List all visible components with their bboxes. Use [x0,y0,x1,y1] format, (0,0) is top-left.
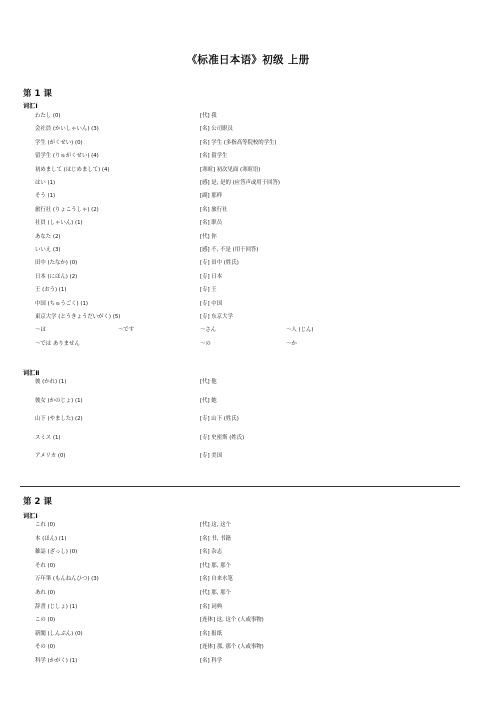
vocab-word-extra: ～です [118,327,135,334]
vocab-word: そう (1) [35,193,56,200]
vocab-row [0,434,496,443]
vocab-row [0,643,496,652]
vocab-meaning: [代] 你 [200,233,217,240]
vocab-word: 東京大学 (とうきょうだいがく) (5) [35,314,121,320]
vocab-meaning: ～さん [200,327,217,334]
vocab-row [0,575,496,584]
vocab-word: 雑誌 (ざっし) (0) [35,549,78,556]
vocab-word: ～では ありません [35,340,80,347]
vocab-word: 日本 (にほん) (2) [35,273,78,280]
vocab-row [0,152,496,161]
lesson-1-heading: 第 1 课 [23,89,52,99]
vocab-word: いいえ (3) [35,247,61,253]
vocab-word: 科学 (かがく) (1) [35,658,78,664]
vocab-word: わたし (0) [35,113,61,119]
vocab-meaning: [专] 王 [200,287,217,294]
vocab-word: 学生 (がくせい) (0) [35,139,83,146]
vocab-word: 中国 (ちゅうごく) (1) [35,300,89,307]
vocab-row [0,273,496,282]
vocab-word: 旅行社 (りょこうしゃ) (2) [35,206,99,213]
vocab-meaning: [专] 山下 (姓氏) [200,416,239,422]
vocab-word: 社員 (しゃいん) (1) [35,220,83,227]
vocab-word: はい (1) [35,180,56,186]
vocab-meaning: [专] 田中 (姓氏) [200,260,239,267]
lesson-2-vocab-1-label: 词汇Ⅰ [23,513,38,520]
vocab-meaning: [名] 职员 [200,220,223,227]
vocab-row [0,589,496,598]
vocab-row [0,340,496,349]
vocab-meaning: [名] 留学生 [200,153,228,160]
vocab-word: それ (0) [35,562,56,569]
vocab-row [0,603,496,612]
page-title: 《标准日本语》初级 上册 [186,54,310,66]
vocab-meaning: [名] 词典 [200,603,223,610]
vocab-word: アメリカ (0) [35,453,66,459]
vocab-meaning: [连体] 这, 这个 (人或事物) [200,617,264,624]
vocab-meaning: [专] 东京大学 [200,314,233,320]
vocab-word: 留学生 (りゅがくせい) (4) [35,153,99,160]
vocab-row [0,166,496,175]
vocab-meaning: [代] 我 [200,113,217,119]
vocab-meaning: [副] 那样 [200,193,223,200]
vocab-word: その (0) [35,644,56,651]
vocab-row [0,179,496,188]
vocab-word: あれ (0) [35,590,56,596]
vocab-row [0,657,496,666]
vocab-word: 新聞 (しんぶん) (0) [35,630,83,637]
vocab-row [0,326,496,335]
vocab-meaning: [代] 这, 这个 [200,522,231,528]
vocab-meaning: [专] 中国 [200,300,223,307]
vocab-meaning: [代] 他 [200,379,217,385]
vocab-meaning: [名] 科学 [200,658,223,664]
vocab-row [0,630,496,639]
vocab-meaning: [专] 美国 [200,453,223,459]
section-divider [20,486,460,487]
vocab-row [0,259,496,268]
vocab-row [0,139,496,148]
vocab-meaning-extra: ～人 (じん) [286,327,314,334]
vocab-word: 万年筆 (もんねんひつ) (3) [35,576,99,583]
vocab-word: この (0) [35,617,56,624]
vocab-meaning: [专] 史密斯 (姓氏) [200,434,245,441]
vocab-row [0,397,496,406]
vocab-meaning: [名] 旅行社 [200,206,228,213]
vocab-row [0,562,496,571]
vocab-meaning: [感] 不, 不是 (用于回答) [200,247,259,253]
vocab-meaning: [代] 那, 那个 [200,590,231,596]
vocab-meaning: [名] 公司职员 [200,126,233,133]
vocab-meaning: [寒暄] 初次见面 (寒暄语) [200,166,261,173]
vocab-row [0,112,496,121]
vocab-word: あなた (2) [35,233,61,240]
vocab-row [0,521,496,530]
vocab-row [0,616,496,625]
vocab-meaning: [连体] 那, 那个 (人或事物) [200,644,264,651]
vocab-row [0,378,496,387]
vocab-word: 彼女 (かのじょ) (1) [35,397,83,404]
lesson-2-heading: 第 2 课 [23,497,52,507]
vocab-meaning: [名] 学生 (多指高等院校的学生) [200,139,277,146]
vocab-meaning: [名] 报纸 [200,630,223,637]
vocab-meaning: [感] 是, 是的 (应答声或用于回答) [200,180,280,186]
vocab-meaning-extra: ～か [286,340,297,347]
vocab-row [0,286,496,295]
vocab-row [0,452,496,461]
vocab-word: 彼 (かれ) (1) [35,379,67,385]
vocab-row [0,246,496,255]
vocab-meaning: [代] 那, 那个 [200,562,231,569]
vocab-word: スミス (1) [35,434,61,441]
lesson-1-vocab-2-label: 词汇Ⅱ [23,370,40,377]
vocab-meaning: [名] 书, 书籍 [200,535,231,542]
vocab-word: 会社員 (かいしゃいん) (3) [35,126,99,133]
vocab-word: 山下 (やました) (2) [35,416,83,422]
vocab-row [0,233,496,242]
vocab-meaning: [名] 杂志 [200,549,223,556]
vocab-meaning: [名] 自来水笔 [200,576,233,583]
vocab-word: 王 (おう) (1) [35,287,67,294]
vocab-row [0,206,496,215]
vocab-row [0,219,496,228]
vocab-row [0,535,496,544]
vocab-word: これ (0) [35,522,56,528]
vocab-row [0,125,496,134]
vocab-word: 本 (ほん) (1) [35,535,67,542]
vocab-row [0,548,496,557]
vocab-word: ～は [35,327,46,334]
vocab-row [0,415,496,424]
vocab-word: 田中 (たなか) (0) [35,260,78,267]
vocab-meaning: ～の [200,340,211,347]
vocab-meaning: [专] 日本 [200,273,223,280]
vocab-word: 辞書 (じしょ) (1) [35,603,78,610]
vocab-row [0,192,496,201]
vocab-meaning: [代] 她 [200,397,217,404]
vocab-word: 初めまして (はじめまして) (4) [35,166,110,173]
lesson-1-vocab-1-label: 词汇Ⅰ [23,103,38,110]
vocab-row [0,313,496,322]
vocab-row [0,300,496,309]
